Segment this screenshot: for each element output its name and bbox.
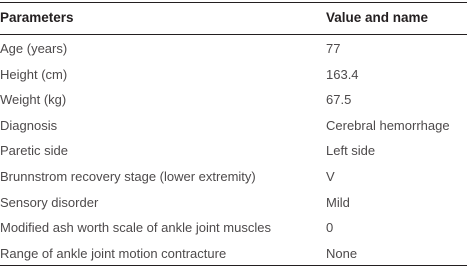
value-cell: 77	[326, 41, 341, 56]
value-cell: V	[326, 168, 335, 184]
table-row	[0, 214, 467, 240]
header-value-and-name: Value and name	[326, 10, 429, 25]
table-row	[0, 61, 467, 87]
value-cell: Left side	[326, 143, 376, 159]
parameter-cell: Sensory disorder	[0, 194, 99, 210]
table-row	[0, 240, 467, 266]
value-cell: None	[326, 245, 358, 261]
table-row	[0, 189, 467, 215]
parameter-cell: Height (cm)	[0, 66, 68, 82]
parameter-cell: Brunnstrom recovery stage (lower extremity)	[0, 168, 256, 184]
value-cell: Mild	[326, 194, 350, 210]
value-cell: 67.5	[326, 92, 352, 108]
table-body	[0, 35, 467, 265]
parameter-cell: Diagnosis	[0, 117, 58, 133]
table-row	[0, 163, 467, 189]
table-bottom-rule	[0, 265, 467, 266]
table-header-row	[0, 3, 467, 34]
value-cell: Cerebral hemorrhage	[326, 117, 450, 133]
value-cell: 163.4	[326, 66, 359, 82]
parameter-cell: Range of ankle joint motion contracture	[0, 245, 227, 261]
table-row	[0, 137, 467, 163]
table-row	[0, 35, 467, 61]
parameter-cell: Modified ash worth scale of ankle joint muscles	[0, 220, 271, 236]
table-row	[0, 112, 467, 138]
parameter-cell: Weight (kg)	[0, 92, 67, 108]
header-parameters: Parameters	[0, 10, 74, 25]
value-cell: 0	[326, 220, 334, 236]
parameter-cell: Paretic side	[0, 143, 68, 159]
table-row	[0, 86, 467, 112]
parameter-cell: Age (years)	[0, 41, 68, 56]
